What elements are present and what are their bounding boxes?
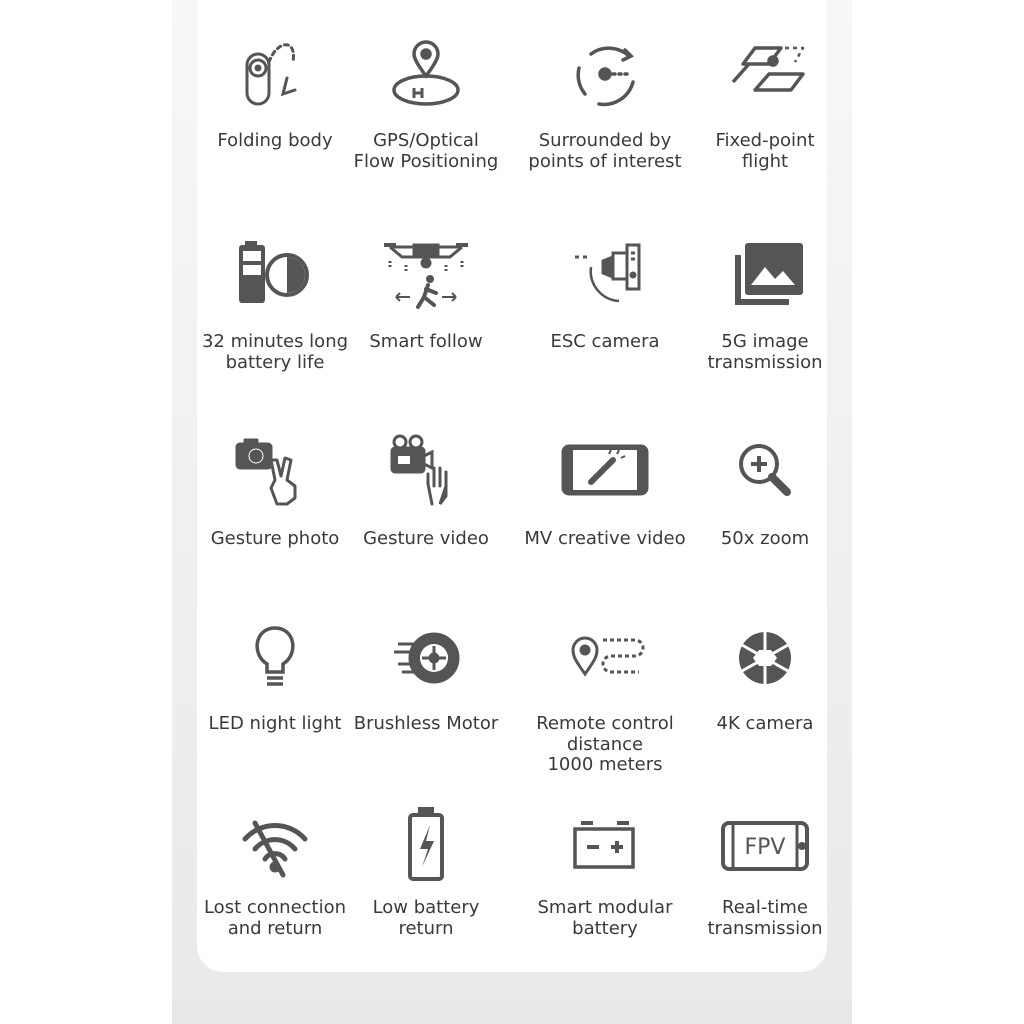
feature-label: Remote control distance 1000 meters (536, 713, 674, 775)
gps-pin-icon (376, 34, 476, 114)
feature-label: Real-time transmission (707, 897, 823, 939)
feature-label: ESC camera (550, 331, 660, 352)
zoom-icon (715, 430, 815, 510)
feature-label: Gesture photo (210, 528, 340, 549)
gesture-photo-icon (225, 430, 325, 510)
esc-camera-icon (555, 235, 655, 315)
feature-label: MV creative video (524, 528, 686, 549)
fixed-point-icon (715, 34, 815, 114)
feature-label: GPS/Optical Flow Positioning (353, 130, 499, 172)
magic-wand-phone-icon (555, 430, 655, 510)
gesture-video-icon (376, 430, 476, 510)
feature-label: 32 minutes long battery life (201, 331, 349, 373)
feature-label: 50x zoom (720, 528, 810, 549)
feature-label: Smart follow (369, 331, 483, 352)
feature-label: LED night light (208, 713, 342, 734)
feature-label: Lost connection and return (203, 897, 347, 939)
fpv-screen-icon (715, 805, 815, 885)
battery-clock-icon (225, 235, 325, 315)
feature-label: Low battery return (372, 897, 480, 939)
low-battery-icon (376, 805, 476, 885)
feature-label: 4K camera (716, 713, 814, 734)
smart-follow-icon (376, 235, 476, 315)
orbit-icon (555, 34, 655, 114)
feature-label: Fixed-point flight (715, 130, 815, 172)
feature-label: Brushless Motor (353, 713, 499, 734)
light-bulb-icon (225, 618, 325, 698)
route-pin-icon (555, 618, 655, 698)
aperture-icon (715, 618, 815, 698)
feature-label: Folding body (217, 130, 333, 151)
feature-label: Surrounded by points of interest (528, 130, 682, 172)
folding-body-icon (225, 34, 325, 114)
modular-battery-icon (555, 805, 655, 885)
image-transmission-icon (715, 235, 815, 315)
feature-label: 5G image transmission (707, 331, 823, 373)
feature-label: Gesture video (363, 528, 489, 549)
motor-icon (376, 618, 476, 698)
fpv-text: FPV (744, 835, 786, 860)
feature-label: Smart modular battery (537, 897, 673, 939)
wifi-off-icon (225, 805, 325, 885)
